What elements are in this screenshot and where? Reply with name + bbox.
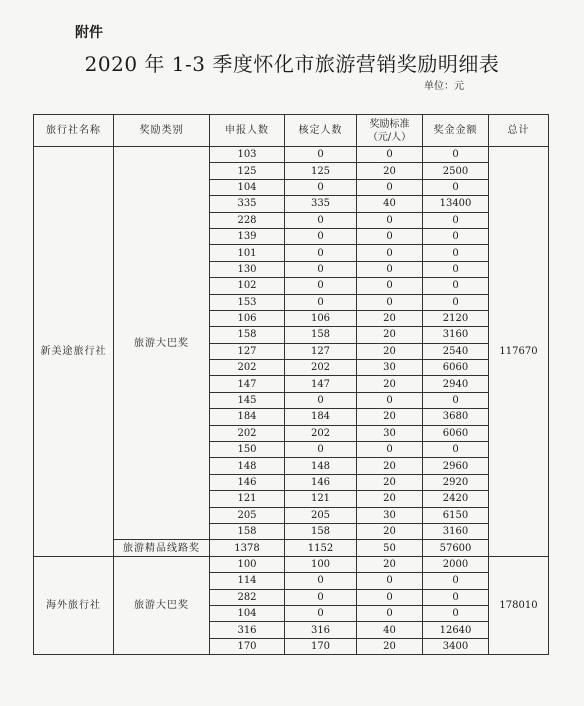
declared-count-cell: 106 (210, 310, 285, 326)
standard-cell: 0 (357, 294, 423, 310)
approved-count-cell: 0 (285, 261, 357, 277)
standard-cell: 30 (357, 425, 423, 441)
amount-cell: 57600 (423, 540, 489, 556)
amount-cell: 0 (423, 245, 489, 261)
amount-cell: 3160 (423, 327, 489, 343)
approved-count-cell: 1152 (285, 540, 357, 556)
approved-count-cell: 121 (285, 491, 357, 507)
declared-count-cell: 205 (210, 507, 285, 523)
approved-count-cell: 0 (285, 589, 357, 605)
declared-count-cell: 184 (210, 409, 285, 425)
approved-count-cell: 0 (285, 278, 357, 294)
category-cell: 旅游大巴奖 (114, 556, 210, 654)
declared-count-cell: 1378 (210, 540, 285, 556)
standard-cell: 0 (357, 278, 423, 294)
approved-count-cell: 184 (285, 409, 357, 425)
approved-count-cell: 316 (285, 622, 357, 638)
approved-count-cell: 335 (285, 196, 357, 212)
standard-cell: 20 (357, 310, 423, 326)
col-header-amount: 奖金金额 (423, 115, 489, 147)
amount-cell: 2960 (423, 458, 489, 474)
declared-count-cell: 102 (210, 278, 285, 294)
amount-cell: 0 (423, 573, 489, 589)
header-row (34, 115, 549, 147)
standard-cell: 20 (357, 327, 423, 343)
approved-count-cell: 170 (285, 638, 357, 654)
amount-cell: 2000 (423, 556, 489, 572)
approved-count-cell: 0 (285, 228, 357, 244)
standard-cell: 0 (357, 261, 423, 277)
approved-count-cell: 0 (285, 294, 357, 310)
declared-count-cell: 147 (210, 376, 285, 392)
standard-cell: 0 (357, 589, 423, 605)
declared-count-cell: 100 (210, 556, 285, 572)
amount-cell: 0 (423, 179, 489, 195)
amount-cell: 0 (423, 442, 489, 458)
table-body (34, 147, 549, 655)
approved-count-cell: 158 (285, 327, 357, 343)
approved-count-cell: 0 (285, 245, 357, 261)
amount-cell: 3160 (423, 523, 489, 539)
amount-cell: 2920 (423, 474, 489, 490)
declared-count-cell: 127 (210, 343, 285, 359)
declared-count-cell: 125 (210, 163, 285, 179)
declared-count-cell: 114 (210, 573, 285, 589)
col-header-agency: 旅行社名称 (34, 115, 114, 147)
approved-count-cell: 100 (285, 556, 357, 572)
standard-cell: 20 (357, 491, 423, 507)
standard-cell: 0 (357, 573, 423, 589)
standard-cell: 40 (357, 196, 423, 212)
declared-count-cell: 202 (210, 425, 285, 441)
declared-count-cell: 150 (210, 442, 285, 458)
amount-cell: 6060 (423, 360, 489, 376)
amount-cell: 0 (423, 294, 489, 310)
col-header-category: 奖励类别 (114, 115, 210, 147)
standard-cell: 20 (357, 523, 423, 539)
amount-cell: 2120 (423, 310, 489, 326)
declared-count-cell: 146 (210, 474, 285, 490)
amount-cell: 3680 (423, 409, 489, 425)
amount-cell: 0 (423, 589, 489, 605)
amount-cell: 0 (423, 278, 489, 294)
declared-count-cell: 139 (210, 228, 285, 244)
declared-count-cell: 228 (210, 212, 285, 228)
approved-count-cell: 0 (285, 212, 357, 228)
standard-cell: 30 (357, 360, 423, 376)
approved-count-cell: 147 (285, 376, 357, 392)
standard-cell: 0 (357, 442, 423, 458)
amount-cell: 2940 (423, 376, 489, 392)
declared-count-cell: 145 (210, 392, 285, 408)
standard-cell: 20 (357, 638, 423, 654)
category-cell: 旅游大巴奖 (114, 147, 210, 540)
standard-cell: 0 (357, 228, 423, 244)
approved-count-cell: 0 (285, 605, 357, 621)
standard-cell: 30 (357, 507, 423, 523)
declared-count-cell: 170 (210, 638, 285, 654)
amount-cell: 0 (423, 261, 489, 277)
declared-count-cell: 130 (210, 261, 285, 277)
approved-count-cell: 148 (285, 458, 357, 474)
standard-cell: 20 (357, 376, 423, 392)
standard-cell: 50 (357, 540, 423, 556)
approved-count-cell: 0 (285, 147, 357, 163)
standard-cell: 0 (357, 392, 423, 408)
declared-count-cell: 104 (210, 605, 285, 621)
declared-count-cell: 316 (210, 622, 285, 638)
standard-cell: 20 (357, 474, 423, 490)
amount-cell: 2500 (423, 163, 489, 179)
standard-cell: 0 (357, 245, 423, 261)
declared-count-cell: 148 (210, 458, 285, 474)
declared-count-cell: 153 (210, 294, 285, 310)
agency-total-cell: 178010 (489, 556, 549, 654)
agency-total-cell: 117670 (489, 147, 549, 557)
declared-count-cell: 121 (210, 491, 285, 507)
standard-cell: 20 (357, 556, 423, 572)
amount-cell: 0 (423, 228, 489, 244)
approved-count-cell: 0 (285, 442, 357, 458)
approved-count-cell: 202 (285, 425, 357, 441)
standard-cell: 40 (357, 622, 423, 638)
table-row (34, 147, 549, 163)
standard-cell: 20 (357, 458, 423, 474)
amount-cell: 6060 (423, 425, 489, 441)
declared-count-cell: 103 (210, 147, 285, 163)
table-row (34, 556, 549, 572)
amount-cell: 6150 (423, 507, 489, 523)
declared-count-cell: 101 (210, 245, 285, 261)
standard-cell: 0 (357, 605, 423, 621)
approved-count-cell: 0 (285, 179, 357, 195)
standard-cell: 0 (357, 212, 423, 228)
approved-count-cell: 205 (285, 507, 357, 523)
declared-count-cell: 335 (210, 196, 285, 212)
col-header-approved: 核定人数 (285, 115, 357, 147)
standard-cell: 20 (357, 409, 423, 425)
amount-cell: 0 (423, 147, 489, 163)
col-header-standard: 奖励标准 （元/人） (357, 115, 423, 147)
agency-name-cell: 新美途旅行社 (34, 147, 114, 557)
col-header-total: 总计 (489, 115, 549, 147)
approved-count-cell: 202 (285, 360, 357, 376)
standard-cell: 0 (357, 147, 423, 163)
unit-label: 单位：元 (424, 81, 464, 92)
approved-count-cell: 158 (285, 523, 357, 539)
standard-cell: 20 (357, 163, 423, 179)
amount-cell: 2420 (423, 491, 489, 507)
amount-cell: 3400 (423, 638, 489, 654)
category-cell: 旅游精品线路奖 (114, 540, 210, 556)
amount-cell: 12640 (423, 622, 489, 638)
amount-cell: 2540 (423, 343, 489, 359)
amount-cell: 0 (423, 212, 489, 228)
declared-count-cell: 158 (210, 327, 285, 343)
approved-count-cell: 0 (285, 392, 357, 408)
agency-name-cell: 海外旅行社 (34, 556, 114, 654)
col-header-declared: 申报人数 (210, 115, 285, 147)
approved-count-cell: 106 (285, 310, 357, 326)
declared-count-cell: 158 (210, 523, 285, 539)
declared-count-cell: 202 (210, 360, 285, 376)
document-title: 2020 年 1-3 季度怀化市旅游营销奖励明细表 (84, 52, 500, 76)
approved-count-cell: 146 (285, 474, 357, 490)
attachment-label: 附件 (75, 25, 103, 41)
declared-count-cell: 104 (210, 179, 285, 195)
standard-cell: 0 (357, 179, 423, 195)
approved-count-cell: 127 (285, 343, 357, 359)
amount-cell: 0 (423, 392, 489, 408)
declared-count-cell: 282 (210, 589, 285, 605)
standard-cell: 20 (357, 343, 423, 359)
reward-table (33, 114, 549, 655)
approved-count-cell: 125 (285, 163, 357, 179)
amount-cell: 0 (423, 605, 489, 621)
approved-count-cell: 0 (285, 573, 357, 589)
amount-cell: 13400 (423, 196, 489, 212)
